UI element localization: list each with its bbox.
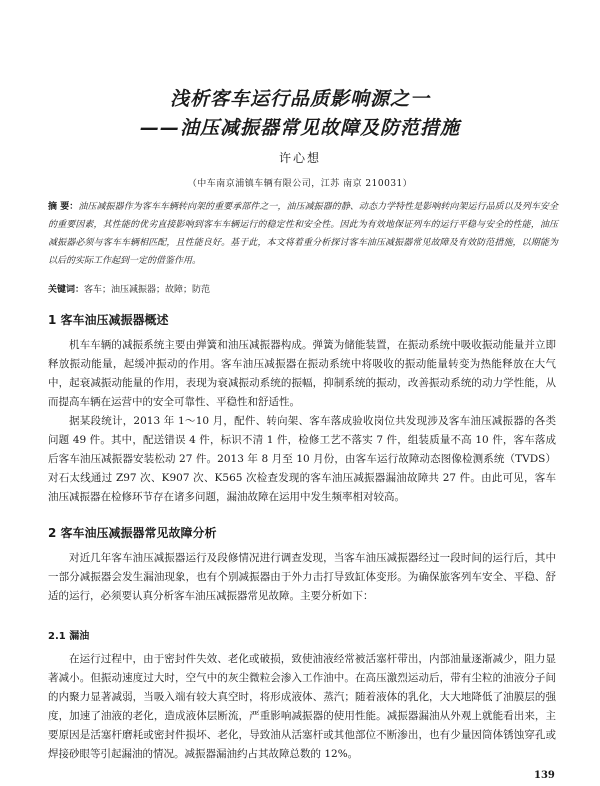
section-1-paragraph-1: 机车车辆的减振系统主要由弹簧和油压减振器构成。弹簧为储能装置，在振动系统中吸收振动能量并立即释放振动能量，起缓冲振动的作用。客车油压减振器在振动系统中将吸收的振动能量转变为热能释放在大气中，起衰减振动能量的作用，表现为衰减振动系统的振幅，抑制系统的振动，改善振动系统的动力学性能，从而提高车辆在运营中的安全可靠性、平稳性和舒适性。: [48, 339, 556, 408]
page-number: 139: [534, 770, 555, 781]
abstract: [48, 198, 558, 270]
section-2-1-paragraph-1: 在运行过程中，由于密封件失效、老化或破损，致使油液经常被活塞杆带出，内部油量逐渐减少，阻力显著减小。但振动速度过大时，空气中的灰尘微粒会渗入工作油中。在高压激烈运动后，带有尘粒的油液分子间的内聚力显著减弱，当吸入端有较大真空时，将形成液体、蒸汽；随着液体的乳化，大大地降低了油膜层的强度，加速了油液的老化，造成液体层断流，严重影响减振器的使用性能。减振器漏油从外观上就能看出来，主要原因是活塞杆磨耗或密封件损坏、老化，导致油从活塞杆或其他部位不断渗出，也有少量因筒体锈蚀穿孔或焊接砂眼等引起漏油的情况。减振器漏油约占其故障总数的 12%。: [48, 653, 556, 760]
section-1-heading: 1 客车油压减振器概述: [48, 313, 169, 327]
section-2-1-heading: 2.1 漏油: [48, 631, 90, 642]
keywords-text: 客车；油压减振器；故障；防范: [84, 285, 211, 295]
section-2-heading: 2 客车油压减振器常见故障分析: [48, 526, 217, 540]
keywords-label: 关键词：: [48, 285, 85, 295]
abstract-text: 油压减振器作为客车车辆转向架的重要承部件之一，油压减振器的静、动态力学特性是影响转向架运行品质以及列车安全的重要因素，其性能的优劣直接影响到客车车辆运行的稳定性和安全性。因此为有效地保证列车的运行平稳与安全的性能，油压减振器必须与客车车辆相匹配，且性能良好。基于此，本文将着重分析探讨客车油压减振器常见故障及有效防范措施，以期能为以后的实际工作起到一定的借鉴作用。: [48, 202, 558, 266]
abstract-label: 摘 要：: [48, 202, 79, 212]
author: 许心想: [278, 151, 321, 165]
title-line-2: ——油压减振器常见故障及防范措施: [139, 117, 460, 139]
section-2-paragraph-1: 对近几年客车油压减振器运行及段修情况进行调查发现，当客车油压减振器经过一段时间的运行后，其中一部分减振器会发生漏油现象，也有个别减振器由于外力击打导致缸体变形。为确保旅客列车安全、平稳、舒适的运行，必须要认真分析客车油压减振器常见故障。主要分析如下：: [48, 552, 556, 602]
title-line-1: 浅析客车运行品质影响源之一: [169, 88, 430, 110]
affiliation: （中车南京浦镇车辆有限公司，江苏 南京 210031）: [187, 179, 413, 189]
keywords: [48, 283, 558, 297]
section-1-paragraph-2: 据某段统计，2013 年 1～10 月，配件、转向架、客车落成验收岗位共发现涉及客车油压减振器的各类问题 49 件。其中，配送错误 4 件，标识不清 1 件，检修工艺不落实 7 件，组装质量不高 10 件，客车落成后客车油压减振器安装松动 27 件。2013 年 8 月至 10 月份，由客车运行故障动态图像检测系统（TVDS）对石太线通过 Z97 次、K907 次、K565 次检查发现的客车油压减振器漏油故障共 27 件。由此可见，客车油压减振器在检修环节存在诸多问题，漏油故障在运用中发生频率相对较高。: [48, 415, 556, 503]
